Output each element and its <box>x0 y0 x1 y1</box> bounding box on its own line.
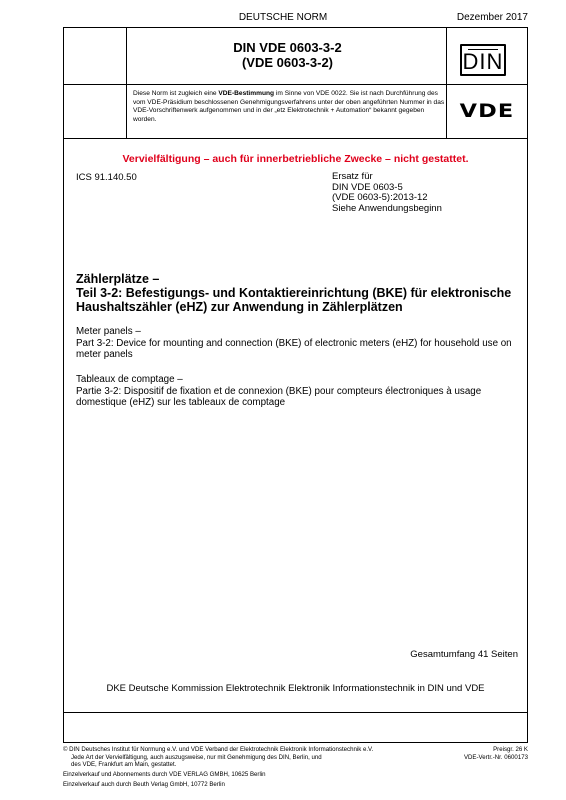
vde-notice-prefix: Diese Norm ist zugleich eine <box>133 90 219 97</box>
norm-type-header: DEUTSCHE NORM <box>238 12 328 23</box>
title-german <box>76 272 521 314</box>
total-pages: Gesamtumfang 41 Seiten <box>410 649 518 660</box>
dke-line: DKE Deutsche Kommission Elektrotechnik Elektronik Informationstechnik in DIN und VDE <box>106 683 485 694</box>
divider-line <box>63 712 528 713</box>
title-english-line: Part 3-2: Device for mounting and connection (BKE) of electronic meters (eHZ) for household use on meter panels <box>76 337 512 360</box>
replacement-line: Ersatz für <box>332 171 373 182</box>
sales-info: Einzelverkauf auch durch Beuth Verlag GmbH, 10772 Berlin <box>63 781 225 788</box>
replacement-info <box>332 172 442 214</box>
title-french-line: Tableaux de comptage – <box>76 374 183 385</box>
title-english <box>76 326 521 361</box>
divider-line <box>63 138 528 139</box>
copyright-line: Jede Art der Vervielfältigung, auch auszugsweise, nur mit Genehmigung des DIN, Berlin, und <box>71 753 322 761</box>
replacement-line: Siehe Anwendungsbeginn <box>332 202 442 214</box>
divider-line <box>126 27 127 138</box>
price-group: Preisgr. 26 K <box>493 746 528 753</box>
ics-code: ICS 91.140.50 <box>76 172 137 183</box>
vde-logo: VDE <box>459 100 515 122</box>
title-german-line: Teil 3-2: Befestigungs- und Kontaktiereinrichtung (BKE) für elektronische Haushaltszähler (eHZ) zur Anwendung in Zählerplätzen <box>76 286 512 314</box>
title-german-line: Zählerplätze – <box>76 272 160 286</box>
standard-din-number: DIN VDE 0603-3-2 <box>233 40 342 55</box>
din-logo <box>460 44 506 76</box>
sales-info: Einzelverkauf und Abonnements durch VDE VERLAG GMBH, 10625 Berlin <box>63 771 266 778</box>
title-french-line: Partie 3-2: Dispositif de fixation et de connexion (BKE) pour compteurs électroniques à usage domestique (eHZ) sur les tableaux de comptage <box>76 385 482 408</box>
din-logo-text: DIN <box>462 49 504 74</box>
copy-warning: Vervielfältigung – auch für innerbetriebliche Zwecke – nicht gestattet. <box>122 153 469 165</box>
vde-notice-bold: VDE-Bestimmung <box>218 90 275 97</box>
vde-order-number: VDE-Vertr.-Nr. 0600173 <box>463 753 528 761</box>
standard-vde-number: (VDE 0603-3-2) <box>241 55 334 70</box>
price-info <box>464 746 528 761</box>
title-english-line: Meter panels – <box>76 326 141 337</box>
vde-notice <box>133 90 445 124</box>
vde-notice-suffix: im Sinne von VDE 0022. Sie ist nach Durchführung des vom VDE-Präsidium beschlossenen Genehmigungsverfahrens unter der oben angeführten Nummer in das VDE-Vorschriftenwerk aufgenommen und in der „etz Elektrotechnik + Automation“ bekannt gegeben worden. <box>133 90 445 123</box>
copyright-line: © DIN Deutsches Institut für Normung e.V. und VDE Verband der Elektrotechnik Elektronik Informationstechnik e.V. <box>63 746 374 753</box>
standard-number <box>130 40 445 70</box>
replacement-line: DIN VDE 0603-5 <box>332 181 403 193</box>
copyright-line: des VDE, Frankfurt am Main, gestattet. <box>71 761 177 769</box>
replacement-line: (VDE 0603-5):2013-12 <box>332 192 428 203</box>
divider-line <box>63 84 528 85</box>
copyright-notice <box>63 746 413 769</box>
issue-date: Dezember 2017 <box>456 12 528 23</box>
title-french <box>76 374 521 409</box>
